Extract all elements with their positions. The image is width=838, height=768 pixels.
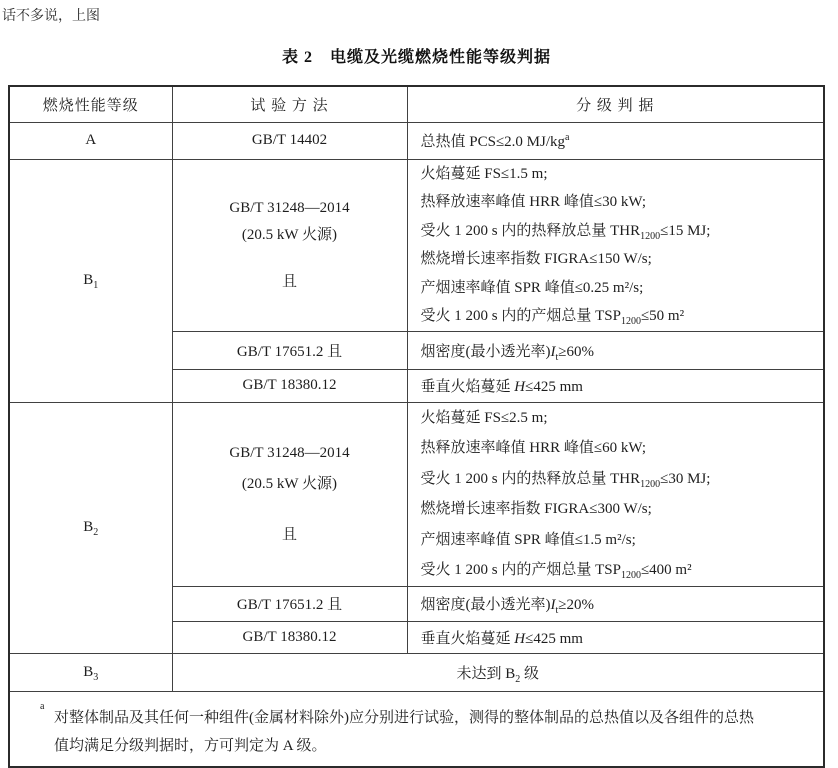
b2-vert-pre: 垂直火焰蔓延 — [420, 630, 515, 647]
b3-text-post: 级 — [520, 665, 540, 682]
b2-method-smoke-cell: GB/T 17651.2 且 — [172, 586, 407, 621]
b2-method-main-cell — [172, 402, 407, 586]
b1-method-line-2: (20.5 kW 火源) — [241, 227, 338, 243]
b2-criteria-line-5: 产烟速率峰值 SPR 峰值≤1.5 m²/s; — [420, 531, 636, 548]
b3-text-pre: 未达到 B — [456, 665, 516, 682]
b2-c6-sub: 1200 — [620, 570, 641, 581]
row-b1-main — [9, 159, 824, 331]
b1-criteria-line-6 — [421, 302, 824, 331]
b2-c6-post: ≤400 m² — [640, 562, 692, 578]
b2-criteria-line-4: 燃烧增长速率指数 FIGRA≤300 W/s; — [420, 501, 652, 517]
b1-criteria-main-cell — [407, 159, 824, 331]
grade-b1-base: B — [83, 272, 94, 288]
b1-method-main-cell — [172, 159, 407, 331]
intro-text: 话不多说，上图 — [2, 7, 100, 23]
b1-criteria-vertical-cell — [407, 369, 824, 402]
header-method: 试 验 方 法 — [172, 86, 407, 122]
b2-criteria-line-3 — [421, 464, 824, 495]
b1-method-and: 且 — [281, 274, 297, 290]
b1-smoke-sub: t — [555, 351, 559, 363]
method-a-cell: GB/T 14402 — [172, 122, 407, 159]
row-footnote — [9, 691, 824, 767]
b2-criteria-line-6 — [421, 555, 824, 586]
footnote-text: 对整体制品及其任何一种组件(金属材料除外)应分别进行试验，测得的整体制品的总热值以及各组件的总热值均满足分级判据时，方可判定为 A 级。 — [54, 709, 754, 754]
b1-c3-pre: 受火 1 200 s 内的热释放总量 THR — [420, 222, 641, 239]
b1-vert-pre: 垂直火焰蔓延 — [420, 379, 515, 395]
b1-c6-post: ≤50 m² — [640, 308, 685, 324]
table-header-row — [9, 86, 824, 122]
b2-method-and: 且 — [281, 527, 297, 543]
b2-vert-var: H — [514, 630, 526, 647]
b1-c3-post: ≤15 MJ; — [660, 222, 711, 239]
b1-criteria-line-3 — [421, 217, 824, 246]
footnote-marker: a — [40, 700, 45, 712]
grade-b2-cell — [9, 402, 172, 653]
b2-vert-post: ≤425 mm — [525, 630, 583, 647]
row-b2-main — [9, 402, 824, 586]
grade-b3-cell — [9, 653, 172, 691]
grade-b2-sub: 2 — [93, 527, 99, 538]
b3-criteria-cell — [172, 653, 824, 691]
b2-c6-pre: 受火 1 200 s 内的产烟总量 TSP — [420, 562, 621, 578]
performance-table — [8, 85, 825, 768]
grade-b3-base: B — [83, 663, 94, 680]
b1-vert-var: H — [514, 379, 526, 395]
b2-smoke-var: I — [550, 597, 556, 613]
b1-method-vertical-cell: GB/T 18380.12 — [172, 369, 407, 402]
b1-method-smoke-cell: GB/T 17651.2 且 — [172, 331, 407, 369]
grade-a-cell: A — [9, 122, 172, 159]
grade-b1-cell — [9, 159, 172, 402]
b2-criteria-line-1: 火焰蔓延 FS≤2.5 m; — [420, 409, 548, 426]
b2-method-line-1: GB/T 31248—2014 — [229, 445, 350, 461]
b1-criteria-line-5: 产烟速率峰值 SPR 峰值≤0.25 m²/s; — [420, 279, 644, 296]
b3-text-sub: 2 — [515, 673, 521, 685]
b1-c6-sub: 1200 — [620, 316, 641, 327]
criteria-a-footnote-ref: a — [565, 132, 570, 143]
b2-criteria-line-2: 热释放速率峰值 HRR 峰值≤60 kW; — [420, 440, 647, 456]
b1-vert-post: ≤425 mm — [525, 379, 583, 395]
footnote-cell — [9, 691, 824, 767]
table-title: 表 2 电缆及光缆燃烧性能等级判据 — [281, 49, 551, 66]
b1-method-line-1: GB/T 31248—2014 — [229, 200, 350, 216]
b2-method-line-2: (20.5 kW 火源) — [241, 476, 338, 492]
b1-criteria-line-1: 火焰蔓延 FS≤1.5 m; — [420, 165, 548, 182]
b1-criteria-line-2: 热释放速率峰值 HRR 峰值≤30 kW; — [420, 194, 647, 210]
b1-c3-sub: 1200 — [640, 230, 661, 242]
grade-b1-sub: 1 — [93, 280, 99, 291]
b2-method-vertical-cell: GB/T 18380.12 — [172, 621, 407, 653]
b1-c6-pre: 受火 1 200 s 内的产烟总量 TSP — [420, 308, 621, 324]
b2-c3-pre: 受火 1 200 s 内的热释放总量 THR — [420, 470, 641, 487]
b2-smoke-sub: t — [555, 605, 559, 616]
b1-smoke-post: ≥60% — [558, 343, 595, 360]
b2-c3-post: ≤30 MJ; — [660, 470, 711, 487]
b1-smoke-pre: 烟密度(最小透光率) — [420, 343, 551, 360]
grade-b2-base: B — [83, 519, 94, 535]
b2-smoke-post: ≥20% — [558, 597, 595, 613]
b2-criteria-vertical-cell — [407, 621, 824, 653]
b1-smoke-var: I — [550, 343, 556, 360]
row-b3 — [9, 653, 824, 691]
b2-criteria-main-cell — [407, 402, 824, 586]
header-criteria: 分 级 判 据 — [407, 86, 824, 122]
b2-c3-sub: 1200 — [640, 478, 661, 490]
grade-b3-sub: 3 — [93, 671, 99, 683]
b1-criteria-line-4: 燃烧增长速率指数 FIGRA≤150 W/s; — [420, 251, 652, 267]
b1-criteria-smoke-cell — [407, 331, 824, 369]
criteria-a-cell — [407, 122, 824, 159]
row-grade-a — [9, 122, 824, 159]
b2-criteria-smoke-cell — [407, 586, 824, 621]
header-grade: 燃烧性能等级 — [9, 86, 172, 122]
b2-smoke-pre: 烟密度(最小透光率) — [420, 597, 551, 613]
criteria-a-text: 总热值 PCS≤2.0 MJ/kg — [420, 134, 566, 150]
